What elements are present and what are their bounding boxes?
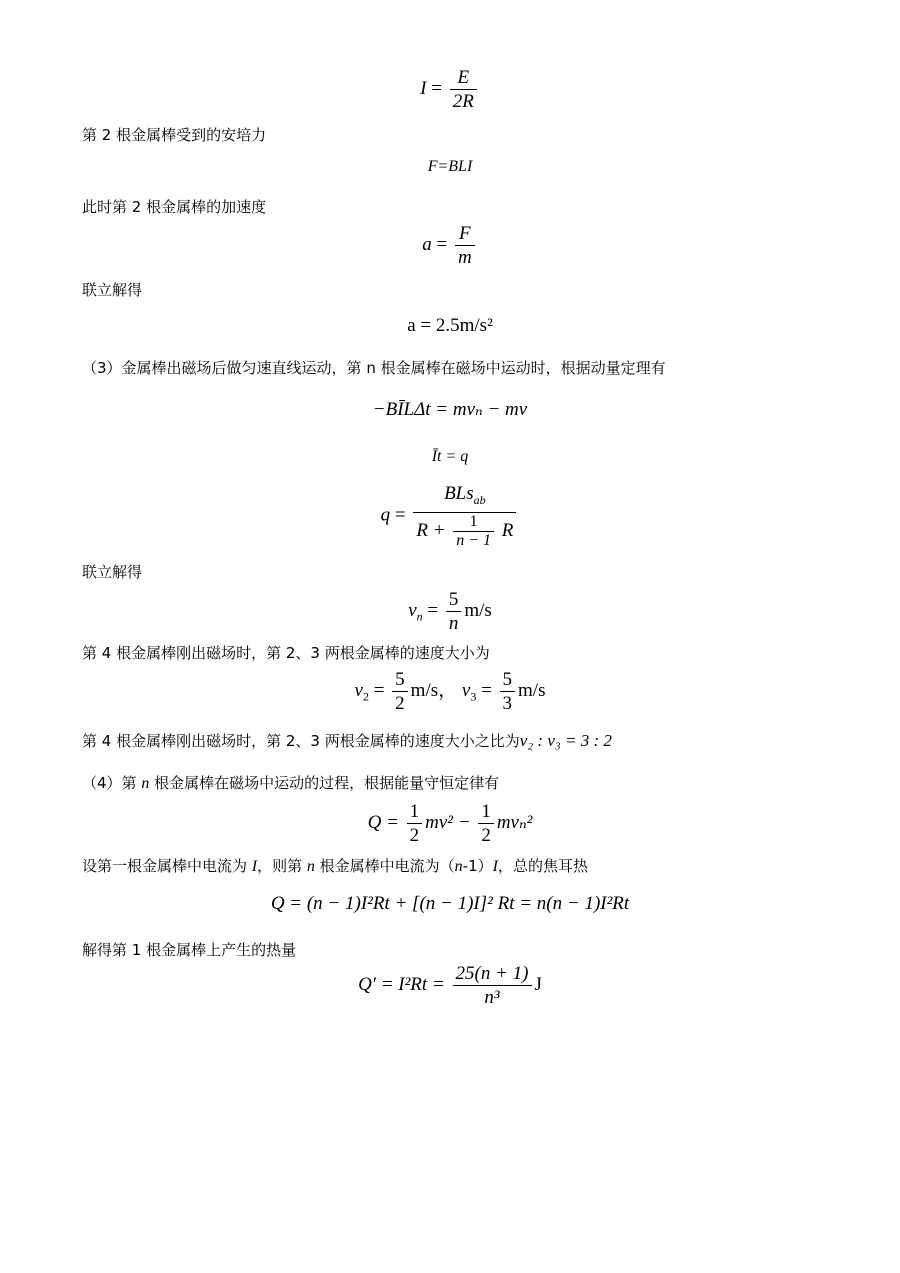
eq-v2-unit: m/s， <box>410 679 458 701</box>
text-line-first-rod-heat: 解得第 1 根金属棒上产生的热量 <box>82 941 297 959</box>
equation-ratio: v₂ : v₃ = 3 : 2 <box>519 731 612 750</box>
text-setup-h: I <box>492 858 498 875</box>
text-line-ampere-force: 第 2 根金属棒受到的安培力 <box>82 126 267 144</box>
eq-v2-sub: 2 <box>362 689 369 704</box>
fraction-numerator: 1 <box>478 800 494 824</box>
text-line-ratio <box>82 731 612 751</box>
text-setup-g: -1） <box>462 857 493 875</box>
text-setup-d: n <box>306 858 315 875</box>
eq-vn-lhs: v <box>408 599 417 621</box>
fraction-half-2 <box>478 800 494 847</box>
eq-q2-term1: mv² − <box>425 811 471 833</box>
fraction-5-over-3 <box>500 668 516 715</box>
eq-v3-lhs: v <box>461 679 471 701</box>
fraction-denominator: 2 <box>409 825 420 846</box>
fraction-numerator: E <box>450 66 477 90</box>
fraction-denominator: m <box>457 247 472 268</box>
fraction-one-over-n-minus-1 <box>453 513 494 550</box>
text-part-4-n: n <box>141 775 150 792</box>
text-setup-c: ，则第 <box>257 857 307 875</box>
fraction-numerator: F <box>455 222 475 246</box>
text-line-part-3: （3）金属棒出磁场后做匀速直线运动，第 n 根金属棒在磁场中运动时，根据动量定理有 <box>82 359 666 377</box>
fraction-denominator: 2 <box>481 825 491 846</box>
fraction-numerator: 5 <box>392 668 408 692</box>
text-line-speeds: 第 4 根金属棒刚出磁场时，第 2、3 两根金属棒的速度大小为 <box>82 644 490 662</box>
equation-energy <box>0 800 900 847</box>
eq-q2-term2: mvₙ² <box>496 811 533 833</box>
fraction-numerator: 25(n + 1) <box>453 962 532 986</box>
eq-qp-unit: J <box>534 973 542 995</box>
eq-i-lhs: I <box>420 77 427 99</box>
eq-q-num: BLs <box>444 483 474 504</box>
text-setup-i: ，总的焦耳热 <box>497 857 588 875</box>
equation-first-rod-heat <box>0 962 900 1009</box>
text-part-4-c: 根金属棒在磁场中运动的过程，根据能量守恒定律有 <box>149 774 500 792</box>
equation-total-heat: Q = (n − 1)I²Rt + [(n − 1)I]² Rt = n(n − 1)I²Rt <box>270 893 630 914</box>
eq-q-d1: R + <box>416 519 446 541</box>
fraction-5-over-n <box>446 588 462 635</box>
eq-a-lhs: a <box>422 233 432 255</box>
eq-v2-lhs: v <box>354 679 363 701</box>
fraction-e-over-2r <box>450 66 477 113</box>
eq-q-lhs: q <box>380 504 391 526</box>
text-line-solve-1: 联立解得 <box>82 281 143 299</box>
eq-qp-lhs: Q′ = I²Rt = <box>358 973 445 995</box>
fraction-f-over-m <box>455 222 475 269</box>
text-line-part-4 <box>82 773 499 794</box>
eq-vn-sub: n <box>416 609 423 624</box>
fraction-numerator: 5 <box>500 668 516 692</box>
equation-momentum: −BĪLΔt = mvₙ − mv <box>372 399 528 420</box>
fraction-numerator <box>413 482 516 513</box>
eq-v3-sub: 3 <box>470 689 477 704</box>
equation-v2-v3: $v_2$ = $\frac{5}{2}$ m/s， $v_3$ = $\frac{5}{3}$ m/s <box>354 669 546 714</box>
fraction-5-over-2 <box>392 668 408 715</box>
fraction-denominator: n <box>448 613 459 634</box>
equation-current: I = $\frac{E}{2R}$ <box>0 66 900 113</box>
text-ratio-label: 第 4 根金属棒刚出磁场时，第 2、3 两根金属棒的速度大小之比为 <box>82 732 520 750</box>
fraction-denominator <box>413 513 516 550</box>
fraction-denominator: n³ <box>484 987 500 1008</box>
fraction-numerator: 1 <box>453 513 494 532</box>
text-setup-e: 根金属棒中电流为（ <box>314 857 455 875</box>
eq-vn-unit: m/s <box>464 599 492 621</box>
fraction-denominator: 2 <box>395 693 405 714</box>
equation-acceleration: a = $\frac{F}{m}$ <box>0 222 900 269</box>
text-line-acceleration: 此时第 2 根金属棒的加速度 <box>82 198 267 216</box>
equation-charge-relation: Īt = q <box>431 448 469 465</box>
fraction-charge <box>413 482 516 550</box>
equation-vn: $v_n$ = $\frac{5}{n}$ m/s <box>408 589 492 634</box>
fraction-numerator: 1 <box>407 800 423 824</box>
fraction-denominator: n − 1 <box>456 531 492 549</box>
text-setup-a: 设第一根金属棒中电流为 <box>82 857 252 875</box>
eq-v3-unit: m/s <box>518 679 546 701</box>
equation-acceleration-value: a = 2.5m/s² <box>407 315 493 336</box>
text-part-4-a: （4）第 <box>82 774 142 792</box>
fraction-denominator: 3 <box>502 693 513 714</box>
equation-charge: q = BLs$_{ab}$ R + $\frac{1}{n - 1}$ R <box>0 482 900 550</box>
fraction-denominator: 2R <box>452 91 474 112</box>
equation-force: F=BLI <box>427 158 473 175</box>
eq-q-sub: ab <box>473 492 486 507</box>
text-line-current-setup <box>82 856 588 877</box>
eq-q-d2: R <box>501 519 514 541</box>
fraction-heat <box>453 962 532 1009</box>
text-setup-b: I <box>251 858 258 875</box>
text-setup-f: n <box>454 858 463 875</box>
fraction-half-1 <box>407 800 423 847</box>
fraction-numerator: 5 <box>446 588 462 612</box>
eq-q2-lhs: Q = <box>367 811 399 833</box>
text-line-solve-2: 联立解得 <box>82 563 143 581</box>
